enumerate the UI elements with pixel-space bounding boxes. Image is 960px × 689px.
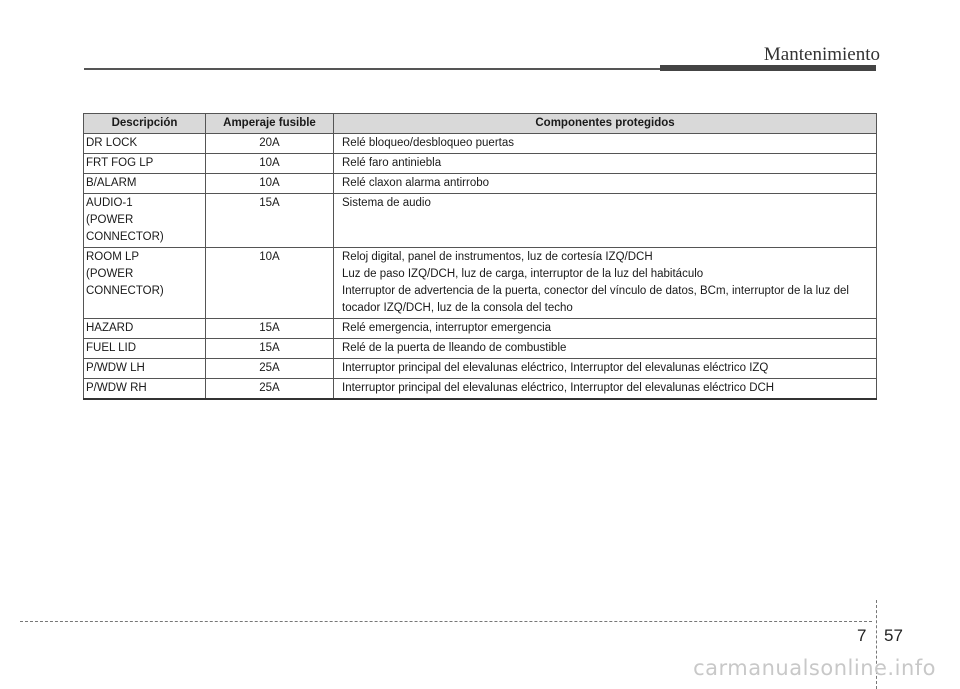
cell-description — [84, 174, 206, 194]
description-line: FUEL LID — [86, 342, 137, 354]
component-line: Sistema de audio — [342, 197, 431, 209]
component-line: Relé de la puerta de lleando de combustible — [342, 342, 567, 354]
cell-description — [84, 154, 206, 174]
section-title: Mantenimiento — [763, 44, 880, 65]
cell-components — [334, 194, 877, 248]
table-row — [84, 174, 877, 194]
watermark: carmanualsonline.info — [693, 656, 936, 680]
component-line: Luz de paso IZQ/DCH, luz de carga, interruptor de la luz del habitáculo — [342, 268, 704, 280]
fuse-table — [83, 113, 877, 400]
description-line: P/WDW RH — [86, 382, 147, 394]
component-line: Relé emergencia, interruptor emergencia — [342, 322, 552, 334]
table-row — [84, 194, 877, 248]
header-rule-thin — [84, 68, 660, 70]
table-row — [84, 339, 877, 359]
cell-components — [334, 174, 877, 194]
cell-description — [84, 248, 206, 319]
component-line: Relé bloqueo/desbloqueo puertas — [342, 137, 514, 149]
cell-components — [334, 248, 877, 319]
description-line: (POWER — [86, 214, 134, 226]
description-line: ROOM LP — [86, 251, 140, 263]
cell-amperage: 10A — [206, 248, 334, 319]
description-line: (POWER — [86, 268, 134, 280]
cell-components — [334, 339, 877, 359]
cell-components — [334, 379, 877, 400]
description-line: P/WDW LH — [86, 362, 145, 374]
description-line: HAZARD — [86, 322, 134, 334]
description-line: CONNECTOR) — [86, 285, 164, 297]
cell-amperage: 25A — [206, 359, 334, 379]
description-line: CONNECTOR) — [86, 231, 164, 243]
description-line: FRT FOG LP — [86, 157, 154, 169]
column-header-components: Componentes protegidos — [334, 114, 877, 134]
column-header-description: Descripción — [84, 114, 206, 134]
cell-amperage: 20A — [206, 134, 334, 154]
header-rule-thick — [660, 65, 876, 71]
component-line: Interruptor de advertencia de la puerta, conector del vínculo de datos, BCm, interruptor de la luz del — [342, 285, 849, 297]
table-row — [84, 379, 877, 400]
cell-amperage: 25A — [206, 379, 334, 400]
component-line: tocador IZQ/DCH, luz de la consola del techo — [342, 302, 573, 314]
cell-amperage: 15A — [206, 319, 334, 339]
description-line: DR LOCK — [86, 137, 138, 149]
table-header-row — [84, 114, 877, 134]
description-line: B/ALARM — [86, 177, 137, 189]
table-body — [84, 134, 877, 400]
table-row — [84, 359, 877, 379]
component-line: Interruptor principal del elevalunas eléctrico, Interruptor del elevalunas eléctrico IZQ — [342, 362, 769, 374]
component-line: Relé claxon alarma antirrobo — [342, 177, 490, 189]
table-row — [84, 134, 877, 154]
table-row — [84, 248, 877, 319]
chapter-number: 7 — [857, 626, 867, 645]
component-line: Interruptor principal del elevalunas eléctrico, Interruptor del elevalunas eléctrico DCH — [342, 382, 775, 394]
cell-amperage: 15A — [206, 194, 334, 248]
cell-amperage: 10A — [206, 174, 334, 194]
cell-description — [84, 134, 206, 154]
page-number: 57 — [884, 626, 903, 645]
cell-components — [334, 154, 877, 174]
footer-dashed-rule — [20, 621, 872, 622]
component-line: Reloj digital, panel de instrumentos, luz de cortesía IZQ/DCH — [342, 251, 653, 263]
component-line: Relé faro antiniebla — [342, 157, 442, 169]
table-row — [84, 319, 877, 339]
cell-description — [84, 379, 206, 400]
cell-description — [84, 359, 206, 379]
cell-amperage: 10A — [206, 154, 334, 174]
cell-components — [334, 319, 877, 339]
description-line: AUDIO-1 — [86, 197, 133, 209]
cell-components — [334, 359, 877, 379]
cell-description — [84, 194, 206, 248]
cell-amperage: 15A — [206, 339, 334, 359]
cell-description — [84, 339, 206, 359]
table-row — [84, 154, 877, 174]
cell-description — [84, 319, 206, 339]
cell-components — [334, 134, 877, 154]
column-header-amperage: Amperaje fusible — [206, 114, 334, 134]
